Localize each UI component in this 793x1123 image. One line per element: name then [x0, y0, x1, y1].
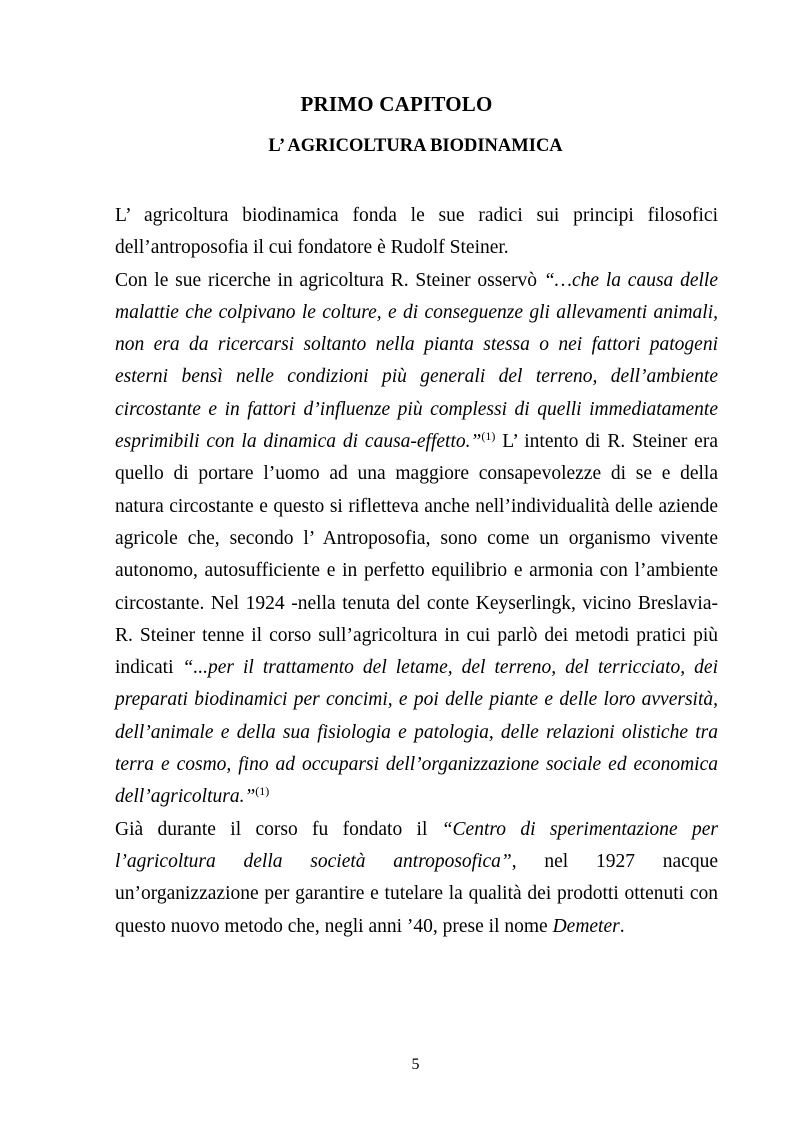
paragraph-text: , nel 1927 nacque un’organizzazione per garantire e tutelare la qualità dei prodotti ottenuti con questo nuovo metodo che, negli anni ’40, prese il nome [115, 850, 718, 937]
chapter-title: PRIMO CAPITOLO [300, 92, 493, 116]
quotation: “Centro di sperimentazione per l’agricoltura della società antroposofica” [115, 818, 718, 872]
footnote-reference: (1) [255, 784, 270, 799]
paragraph-demeter [115, 814, 718, 943]
brand-name: Demeter [552, 915, 620, 937]
page-number: 5 [411, 1056, 420, 1073]
paragraph-text: . [619, 915, 625, 937]
quotation: “…che la causa delle malattie che colpivano le colture, e di conseguenze gli allevamenti animali, non era da ricercarsi soltanto nella pianta stessa o nei fattori patogeni esterni bensì nelle condizioni più generali del terreno, dell’ambiente circostante e in fattori d’influenze più complessi di quelli immediatamente esprimibili con la dinamica di causa-effetto.” [115, 269, 718, 453]
quotation: “...per il trattamento del letame, del terreno, del terricciato, dei preparati biodinamici per concimi, e poi delle piante e delle loro avversità, dell’animale e della sua fisiologia e patologia, delle relazioni olistiche tra terra e cosmo, fino ad occuparsi dell’organizzazione sociale ed economica dell’agricoltura.” [115, 657, 718, 808]
paragraph-intro: L’ agricoltura biodinamica fonda le sue radici sui principi filosofici dell’antroposofia il cui fondatore è Rudolf Steiner. [115, 205, 718, 259]
paragraph-steiner-research [115, 265, 718, 814]
body-text [115, 200, 718, 943]
paragraph-text: Già durante il corso fu fondato il [115, 818, 442, 840]
footnote-reference: (1) [481, 429, 496, 444]
paragraph-text: L’ intento di R. Steiner era quello di portare l’uomo ad una maggiore consapevolezze di se e della natura circostante e questo si rifletteva anche nell’individualità delle aziende agricole che, secondo l’ Antroposofia, sono come un organismo vivente autonomo, autosufficiente e in perfetto equilibrio e armonia con l’ambiente circostante. Nel 1924 -nella tenuta del conte Keyserlingk, vicino Breslavia- R. Steiner tenne il corso sull’agricoltura in cui parlò dei metodi pratici più indicati [115, 431, 718, 679]
paragraph-text: Con le sue ricerche in agricoltura R. Steiner osservò [115, 269, 544, 291]
chapter-subtitle: L’ AGRICOLTURA BIODINAMICA [268, 136, 563, 156]
